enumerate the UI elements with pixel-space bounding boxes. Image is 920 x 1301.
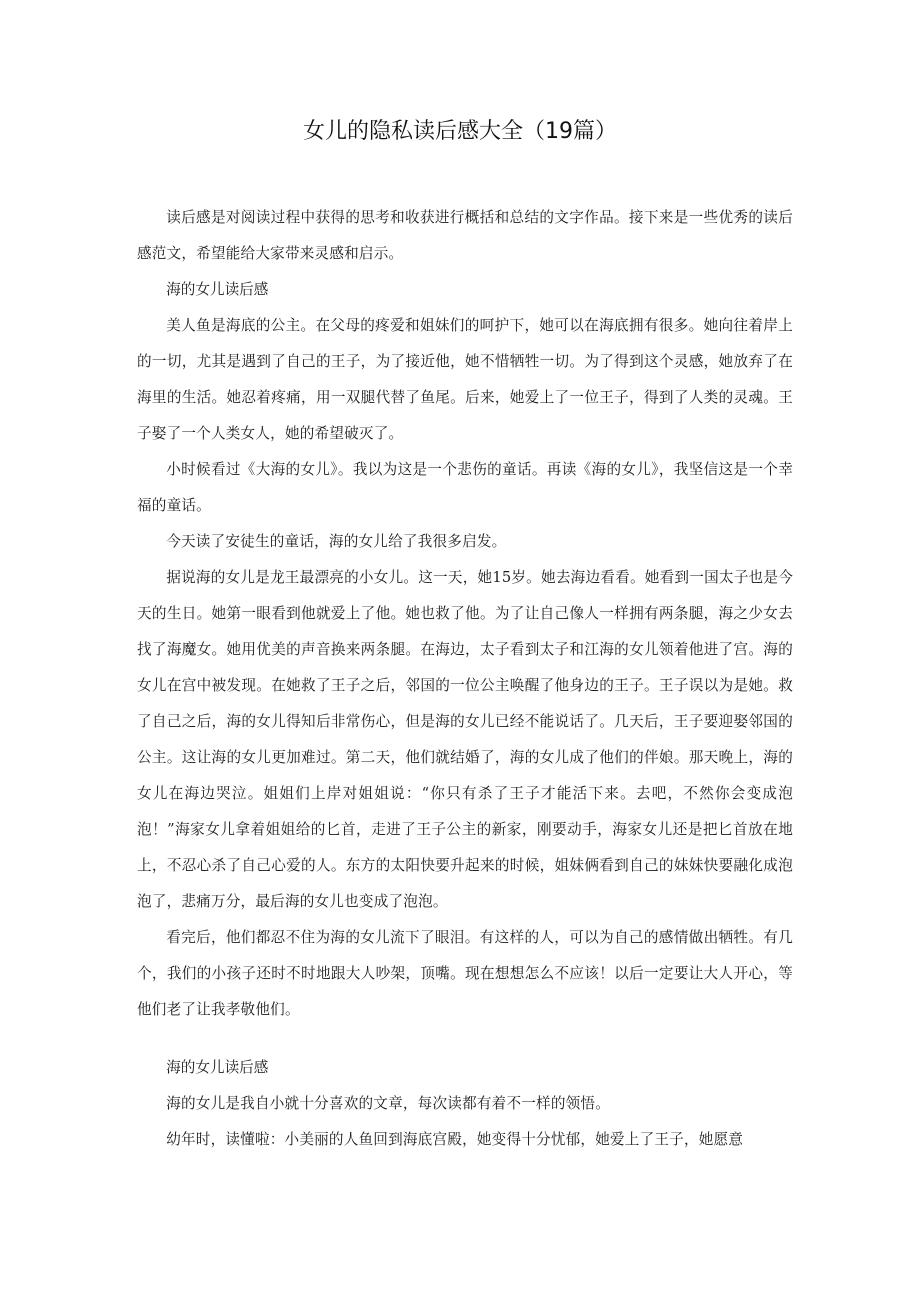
body-paragraph: 看完后，他们都忍不住为海的女儿流下了眼泪。有这样的人，可以为自己的感情做出牺牲。有几个，我们的小孩子还时不时地跟大人吵架，顶嘴。现在想想怎么不应该！以后一定要让大人开心，等他们老了让我孝敬他们。 [137,929,793,1018]
body-paragraph: 美人鱼是海底的公主。在父母的疼爱和姐妹们的呵护下，她可以在海底拥有很多。她向往着岸上的一切，尤其是遇到了自己的王子，为了接近他，她不惜牺牲一切。为了得到这个灵感，她放弃了在海里的生活。她忍着疼痛，用一双腿代替了鱼尾。后来，她爱上了一位王子，得到了人类的灵魂。王子娶了一个人类女人，她的希望破灭了。 [137,317,793,442]
body-paragraph: 幼年时，读懂啦：小美丽的人鱼回到海底宫殿，她变得十分忧郁，她爱上了王子，她愿意 [166,1131,744,1148]
section-heading: 海的女儿读后感 [166,1059,269,1076]
section-heading: 海的女儿读后感 [166,281,269,298]
section-spacer [137,1028,793,1050]
body-paragraph: 据说海的女儿是龙王最漂亮的小女儿。这一天，她15岁。她去海边看看。她看到一国太子也是今天的生日。她第一眼看到他就爱上了他。她也救了他。为了让自己像人一样拥有两条腿，海之少女去找了海魔女。她用优美的声音换来两条腿。在海边，太子看到太子和江海的女儿领着他进了宫。海的女儿在宫中被发现。在她救了王子之后，邻国的一位公主唤醒了他身边的王子。王子误以为是她。救了自己之后，海的女儿得知后非常伤心，但是海的女儿已经不能说话了。几天后，王子要迎娶邻国的公主。这让海的女儿更加难过。第二天，他们就结婚了，海的女儿成了他们的伴娘。那天晚上，海的女儿在海边哭泣。姐姐们上岸对姐姐说：“你只有杀了王子才能活下来。去吧，不然你会变成泡泡！”海家女儿拿着姐姐给的匕首，走进了王子公主的新家，刚要动手，海家女儿还是把匕首放在地上，不忍心杀了自己心爱的人。东方的太阳快要升起来的时候，姐妹俩看到自己的妹妹快要融化成泡泡了，悲痛万分，最后海的女儿也变成了泡泡。 [137,569,793,910]
intro-paragraph: 读后感是对阅读过程中获得的思考和收获进行概括和总结的文字作品。接下来是一些优秀的读后感范文，希望能给大家带来灵感和启示。 [137,209,793,262]
page-title: 女儿的隐私读后感大全（19篇） [303,119,617,144]
body-paragraph: 海的女儿是我自小就十分喜欢的文章，每次读都有着不一样的领悟。 [166,1095,611,1112]
body-paragraph: 小时候看过《大海的女儿》。我以为这是一个悲伤的童话。再读《海的女儿》，我坚信这是一个幸福的童话。 [137,461,793,514]
body-paragraph: 今天读了安徒生的童话，海的女儿给了我很多启发。 [166,533,507,550]
document-body [137,200,793,1158]
